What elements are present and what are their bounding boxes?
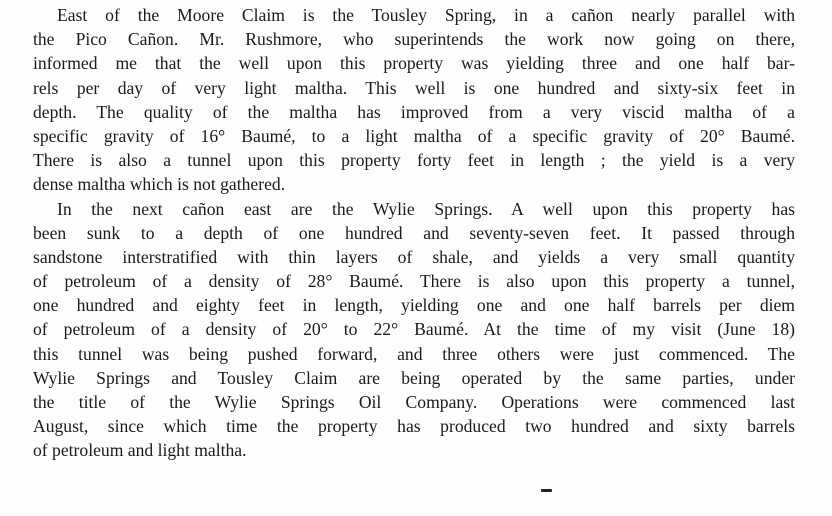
paragraph-2-line-7: this tunnel was being pushed forward, and three others were just commenced. The xyxy=(33,343,795,364)
paragraph-1-line-2: the Pico Cañon. Mr. Rushmore, who superintends the work now going on there, xyxy=(33,29,795,50)
paragraph-1-line-4: rels per day of very light maltha. This well is one hundred and sixty-six feet in xyxy=(33,77,795,98)
body-text xyxy=(33,3,795,463)
paragraph-1-line-7: There is also a tunnel upon this property forty feet in length ; the yield is a very xyxy=(33,150,795,171)
paragraph-2-line-5: one hundred and eighty feet in length, yielding one and one half barrels per diem xyxy=(33,295,795,316)
paragraph-1-line-5: depth. The quality of the maltha has improved from a very viscid maltha of a xyxy=(33,101,795,122)
paragraph-2-line-9: the title of the Wylie Springs Oil Company. Operations were commenced last xyxy=(33,392,795,412)
paragraph-2-line-3: sandstone interstratified with thin layers of shale, and yields a very small quantity xyxy=(33,246,795,267)
paragraph-2-line-1: In the next cañon east are the Wylie Springs. A well upon this property has xyxy=(57,198,795,219)
ink-blemish xyxy=(541,489,552,492)
paragraph-2-line-4: of petroleum of a density of 28° Baumé. There is also upon this property a tunnel, xyxy=(33,271,795,292)
paragraph-2-line-6: of petroleum of a density of 20° to 22° Baumé. At the time of my visit (June 18) xyxy=(33,319,795,340)
paragraph-1-line-8: dense maltha which is not gathered. xyxy=(33,174,286,195)
paragraph-2-line-10: August, since which time the property has produced two hundred and sixty barrels xyxy=(33,416,795,437)
paragraph-2-line-11: of petroleum and light maltha. xyxy=(33,440,247,461)
paragraph-2-line-8: Wylie Springs and Tousley Claim are being operated by the same parties, under xyxy=(33,367,795,388)
paragraph-2-line-2: been sunk to a depth of one hundred and seventy-seven feet. It passed through xyxy=(33,222,795,243)
paragraph-1-line-3: informed me that the well upon this property was yielding three and one half bar- xyxy=(33,53,795,74)
paragraph-1-line-1: East of the Moore Claim is the Tousley Spring, in a cañon nearly parallel with xyxy=(57,5,795,25)
paragraph-1-line-6: specific gravity of 16° Baumé, to a light maltha of a specific gravity of 20° Baumé. xyxy=(33,125,795,146)
